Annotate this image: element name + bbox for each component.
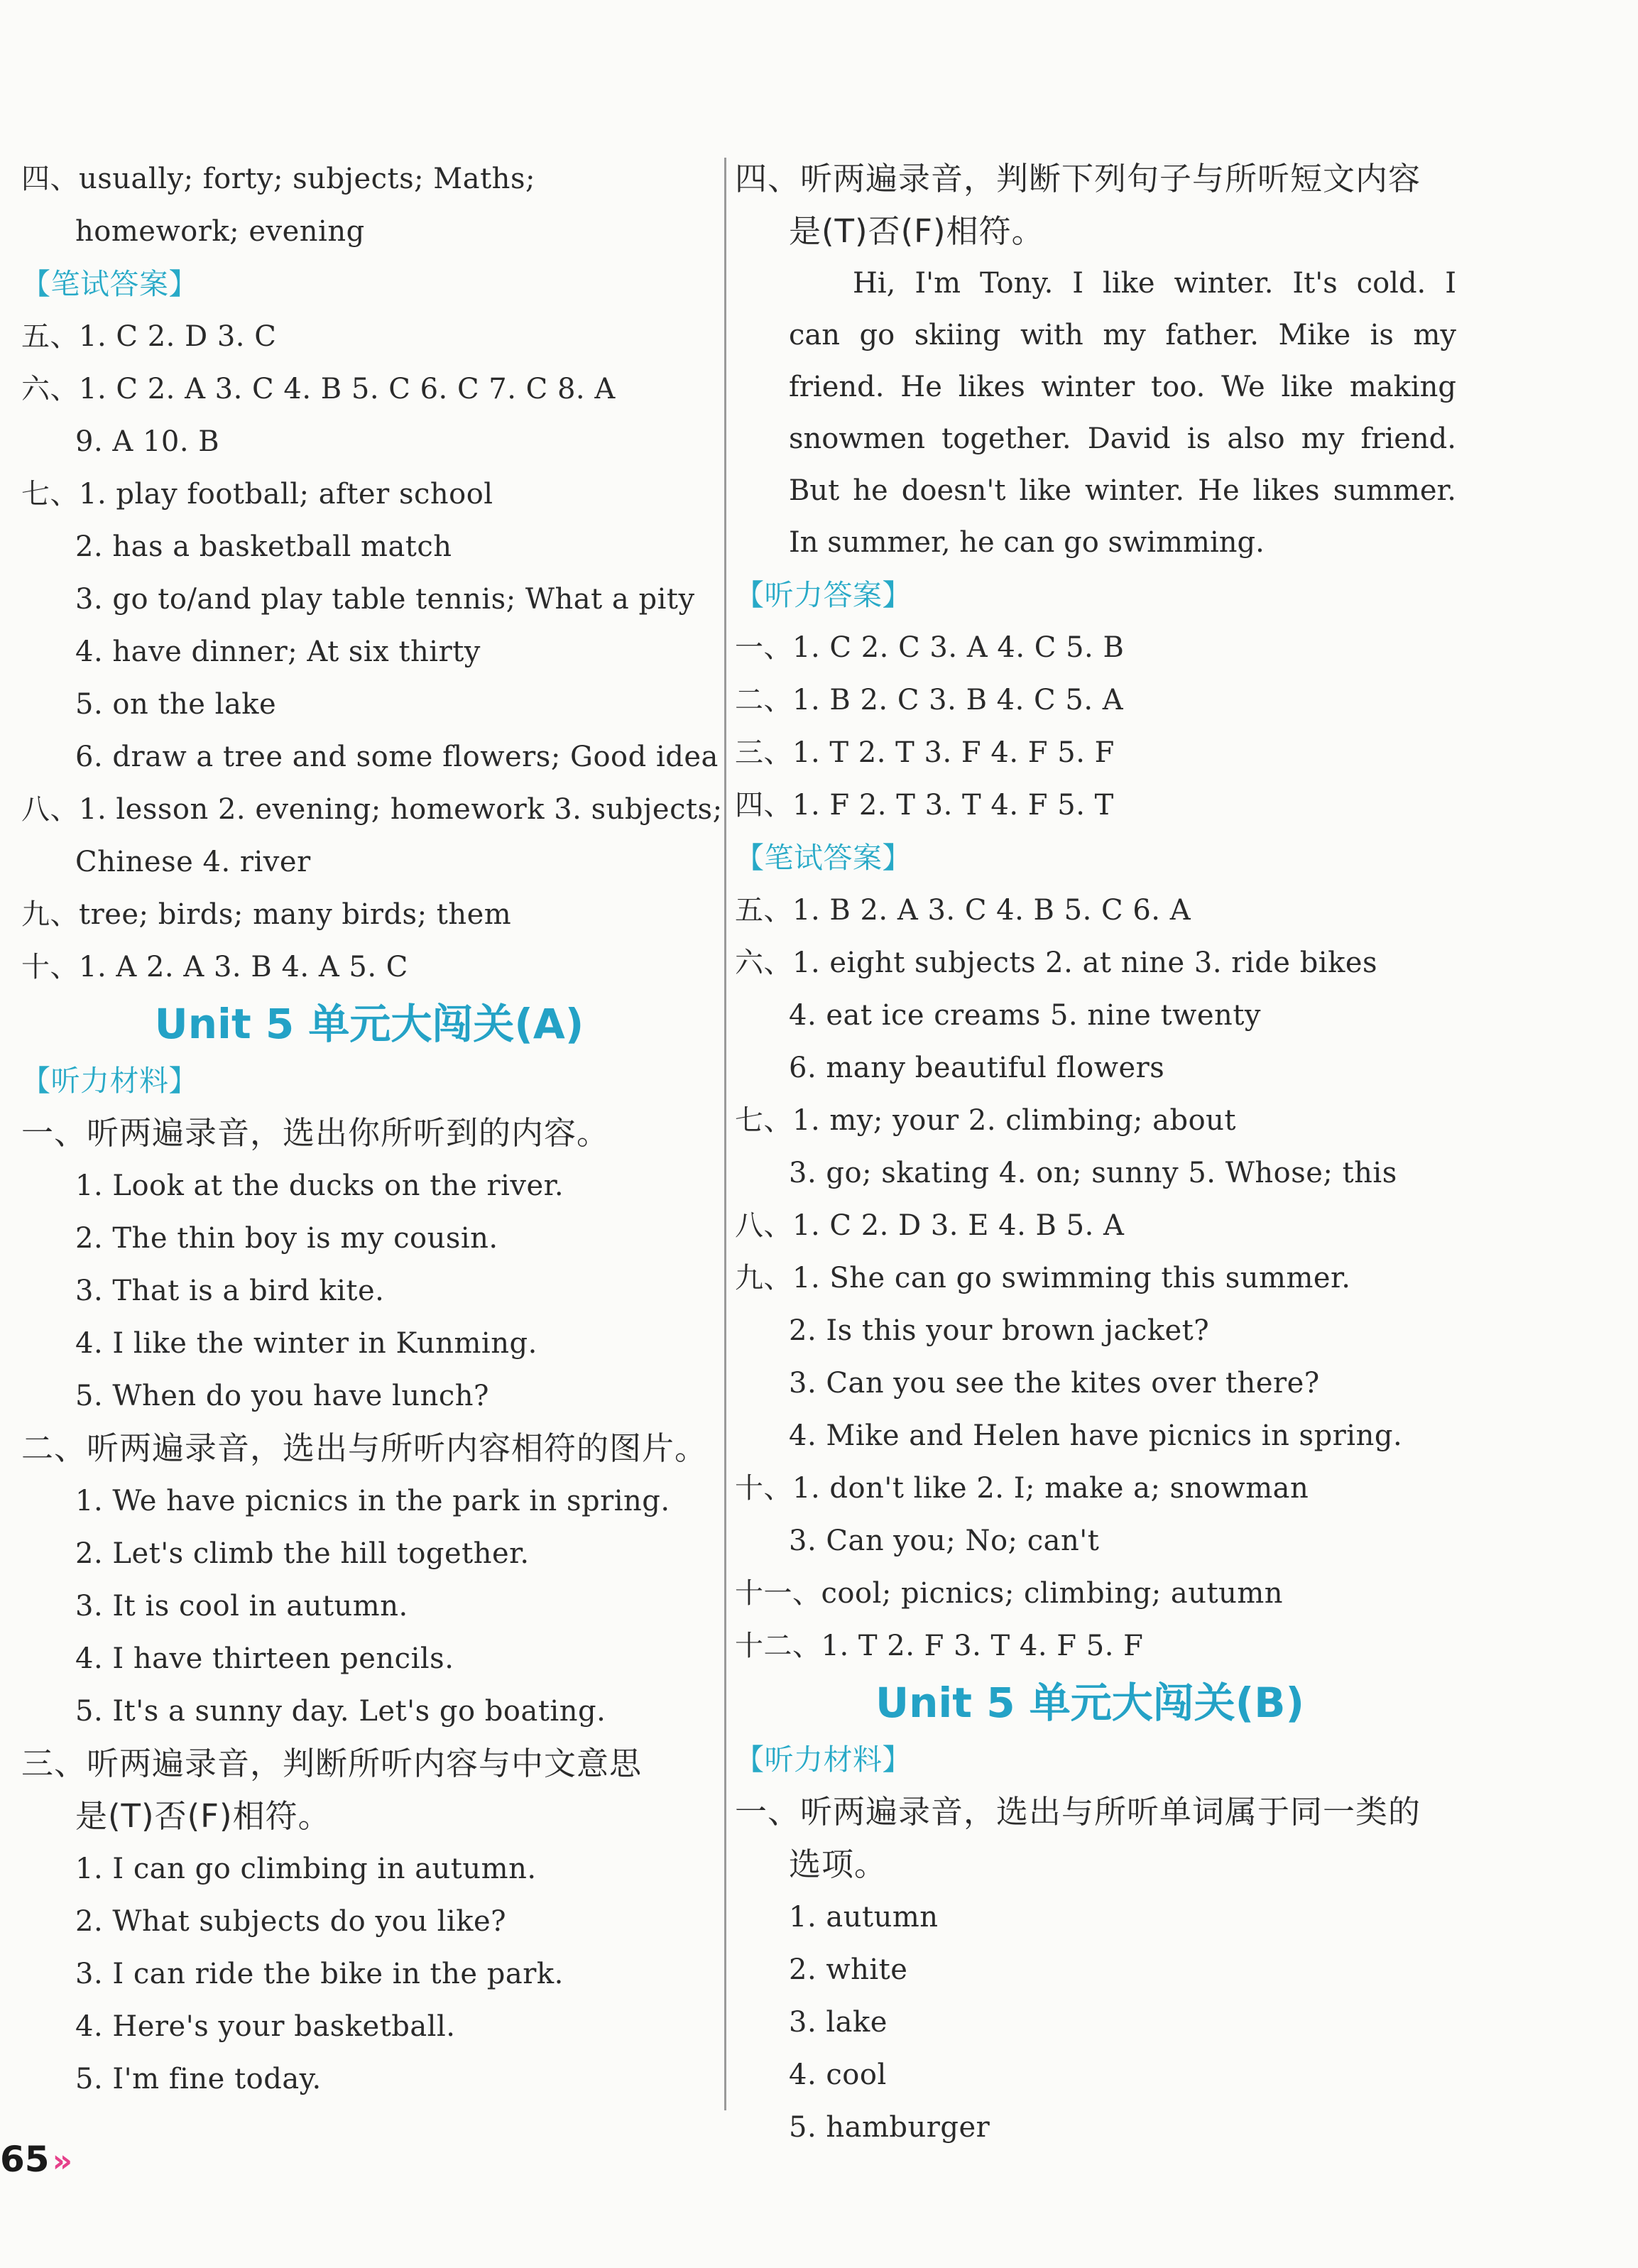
answer-line: 一、1. C 2. C 3. A 4. C 5. B	[735, 631, 1125, 664]
answer-line: 八、1. lesson 2. evening; homework 3. subjects;	[21, 793, 723, 826]
list-item: 4. Here's your basketball.	[75, 2010, 456, 2043]
answer-line: 9. A 10. B	[75, 425, 220, 458]
passage-line: In summer, he can go swimming.	[789, 526, 1265, 559]
answer-line: 四、usually; forty; subjects; Maths;	[21, 163, 535, 195]
section-heading-cont: 是(T)否(F)相符。	[789, 212, 1044, 250]
answer-line: 4. Mike and Helen have picnics in spring.	[789, 1419, 1403, 1452]
written-answers-tag: 【笔试答案】	[21, 267, 198, 301]
page-number	[0, 2139, 72, 2180]
list-item: 5. When do you have lunch?	[75, 1380, 489, 1412]
listening-material-tag: 【听力材料】	[735, 1743, 912, 1777]
passage-line: Hi, I'm Tony. I like winter. It's cold. I	[853, 267, 1456, 300]
passage-line: can go skiing with my father. Mike is my	[789, 319, 1456, 351]
answer-line: Chinese 4. river	[75, 846, 311, 878]
answer-line: 3. go to/and play table tennis; What a pity	[75, 583, 695, 616]
list-item: 2. What subjects do you like?	[75, 1905, 507, 1938]
list-item: 1. I can go climbing in autumn.	[75, 1853, 537, 1885]
answer-line: 十、1. don't like 2. I; make a; snowman	[735, 1472, 1309, 1505]
answer-line: 五、1. B 2. A 3. C 4. B 5. C 6. A	[735, 894, 1191, 927]
chevron-right-icon: »	[52, 2143, 73, 2179]
answer-line: 六、1. C 2. A 3. C 4. B 5. C 6. C 7. C 8. A	[21, 373, 616, 405]
answer-line: 七、1. my; your 2. climbing; about	[735, 1104, 1236, 1137]
section-heading: 一、听两遍录音，选出与所听单词属于同一类的	[735, 1793, 1421, 1831]
answer-line: 二、1. B 2. C 3. B 4. C 5. A	[735, 684, 1124, 716]
list-item: 5. It's a sunny day. Let's go boating.	[75, 1695, 606, 1728]
section-heading: 一、听两遍录音，选出你所听到的内容。	[21, 1114, 610, 1152]
listening-answers-tag: 【听力答案】	[735, 578, 912, 612]
list-item: 2. The thin boy is my cousin.	[75, 1222, 498, 1255]
list-item: 1. autumn	[789, 1901, 939, 1934]
passage-line: But he doesn't like winter. He likes summer.	[789, 474, 1456, 507]
answer-line: 十二、1. T 2. F 3. T 4. F 5. F	[735, 1630, 1144, 1662]
list-item: 3. lake	[789, 2006, 888, 2039]
answer-line: homework; evening	[75, 215, 365, 248]
list-item: 1. We have picnics in the park in spring.	[75, 1485, 670, 1517]
answer-line: 4. eat ice creams 5. nine twenty	[789, 999, 1261, 1032]
right-column	[735, 153, 1456, 2154]
answer-line: 2. Is this your brown jacket?	[789, 1314, 1210, 1347]
answer-line: 6. draw a tree and some flowers; Good idea	[75, 741, 719, 773]
list-item: 5. I'm fine today.	[75, 2063, 322, 2095]
passage	[735, 258, 1456, 569]
section-heading: 三、听两遍录音，判断所听内容与中文意思	[21, 1745, 643, 1782]
answer-line: 十、1. A 2. A 3. B 4. A 5. C	[21, 951, 408, 983]
answer-line: 3. Can you see the kites over there?	[789, 1367, 1320, 1400]
section-heading: 四、听两遍录音，判断下列句子与所听短文内容	[735, 160, 1421, 197]
answer-line: 十一、cool; picnics; climbing; autumn	[735, 1577, 1284, 1610]
answer-line: 3. Can you; No; can't	[789, 1525, 1100, 1557]
answer-line: 七、1. play football; after school	[21, 478, 493, 511]
list-item: 3. It is cool in autumn.	[75, 1590, 408, 1623]
written-answers-tag: 【笔试答案】	[735, 841, 912, 875]
list-item: 4. I have thirteen pencils.	[75, 1642, 454, 1675]
section-heading: 二、听两遍录音，选出与所听内容相符的图片。	[21, 1429, 708, 1467]
answer-line: 四、1. F 2. T 3. T 4. F 5. T	[735, 789, 1114, 822]
section-heading-cont: 是(T)否(F)相符。	[75, 1797, 331, 1835]
listening-material-tag: 【听力材料】	[21, 1064, 198, 1098]
column-divider	[724, 158, 726, 2110]
answer-line: 八、1. C 2. D 3. E 4. B 5. A	[735, 1209, 1125, 1242]
answer-line: 4. have dinner; At six thirty	[75, 636, 481, 668]
list-item: 2. white	[789, 1953, 908, 1986]
list-item: 4. cool	[789, 2059, 887, 2091]
list-item: 3. That is a bird kite.	[75, 1275, 385, 1307]
answer-line: 6. many beautiful flowers	[789, 1052, 1165, 1084]
answer-line: 2. has a basketball match	[75, 530, 452, 563]
section-heading-cont: 选项。	[789, 1846, 888, 1883]
list-item: 2. Let's climb the hill together.	[75, 1537, 530, 1570]
list-item: 3. I can ride the bike in the park.	[75, 1958, 564, 1990]
answer-line: 五、1. C 2. D 3. C	[21, 320, 277, 353]
list-item: 5. hamburger	[789, 2111, 990, 2144]
left-column	[21, 153, 723, 2105]
answer-line: 六、1. eight subjects 2. at nine 3. ride bikes	[735, 947, 1378, 979]
list-item: 1. Look at the ducks on the river.	[75, 1170, 564, 1202]
answer-line: 3. go; skating 4. on; sunny 5. Whose; this	[789, 1157, 1397, 1189]
answer-line: 三、1. T 2. T 3. F 4. F 5. F	[735, 736, 1115, 769]
list-item: 4. I like the winter in Kunming.	[75, 1327, 537, 1360]
answer-line: 九、tree; birds; many birds; them	[21, 898, 512, 931]
answer-line: 5. on the lake	[75, 688, 277, 721]
answer-line: 九、1. She can go swimming this summer.	[735, 1262, 1351, 1294]
unit-title: Unit 5 单元大闯关(B)	[875, 1679, 1304, 1727]
passage-line: friend. He likes winter too. We like making	[789, 371, 1456, 403]
passage-line: snowmen together. David is also my friend.	[789, 422, 1456, 455]
page-number-text: 65	[0, 2139, 50, 2180]
unit-title: Unit 5 单元大闯关(A)	[154, 1000, 584, 1048]
